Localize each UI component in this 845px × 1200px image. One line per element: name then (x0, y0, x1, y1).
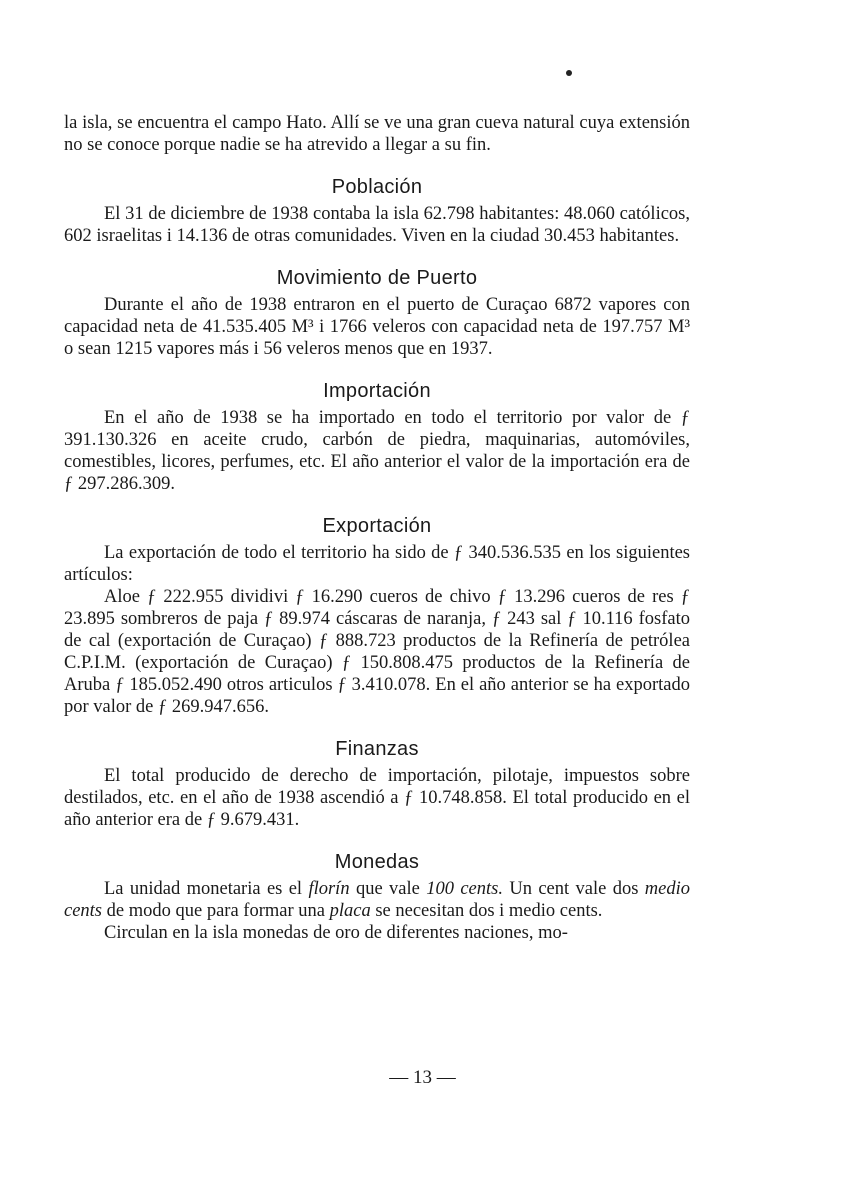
section-poblacion (64, 176, 690, 247)
section-heading: Población (331, 176, 423, 198)
section-paragraph: El 31 de diciembre de 1938 contaba la isla 62.798 habitantes: 48.060 católicos, 602 israelitas i 14.136 de otras comunidades. Viven en la ciudad 30.453 habitantes. (64, 204, 690, 246)
emphasis-placa: placa (329, 901, 371, 921)
text-run: que vale (349, 879, 427, 899)
section-monedas (64, 851, 690, 944)
page-number: — 13 — (389, 1067, 456, 1088)
section-heading: Importación (323, 380, 431, 402)
monedas-paragraph (64, 878, 690, 922)
text-run: se necesitan dos i medio cents. (370, 901, 603, 921)
section-heading: Monedas (334, 851, 420, 873)
text-run: de modo que para formar una (102, 901, 330, 921)
page-body (64, 112, 690, 944)
section-exportacion (64, 515, 690, 718)
section-finanzas (64, 738, 690, 831)
text-run: La unidad monetaria es el (104, 879, 309, 899)
section-paragraph: En el año de 1938 se ha importado en todo el territorio por valor de ƒ 391.130.326 en aceite crudo, carbón de piedra, maquinarias, automóviles, comestibles, licores, perfumes, etc. El año anterior el valor de la importación era de ƒ 297.286.309. (64, 408, 690, 494)
section-paragraph: Aloe ƒ 222.955 dividivi ƒ 16.290 cueros de chivo ƒ 13.296 cueros de res ƒ 23.895 sombreros de paja ƒ 89.974 cáscaras de naranja, ƒ 243 sal ƒ 10.116 fosfato de cal (exportación de Curaçao) ƒ 888.723 productos de la Refinería de petrólea C.P.I.M. (exportación de Curaçao) ƒ 150.808.475 productos de la Refinería de Aruba ƒ 185.052.490 otros articulos ƒ 3.410.078. En el año anterior se ha exportado por valor de ƒ 269.947.656. (64, 587, 690, 717)
ink-speck (566, 70, 572, 76)
monedas-paragraph-continued: Circulan en la isla monedas de oro de diferentes naciones, mo- (104, 923, 568, 943)
section-importacion (64, 380, 690, 495)
section-heading: Exportación (322, 515, 432, 537)
section-heading: Movimiento de Puerto (276, 267, 478, 289)
section-paragraph: El total producido de derecho de importación, pilotaje, impuestos sobre destilados, etc. en el año de 1938 ascendió a ƒ 10.748.858. El total producido en el año anterior era de ƒ 9.679.431. (64, 766, 690, 830)
text-run: Un cent vale dos (502, 879, 645, 899)
section-paragraph: Durante el año de 1938 entraron en el puerto de Curaçao 6872 vapores con capacidad neta de 41.535.405 M³ i 1766 veleros con capacidad neta de 197.757 M³ o sean 1215 vapores más i 56 veleros menos que en 1937. (64, 295, 690, 359)
section-heading: Finanzas (335, 738, 419, 760)
emphasis-florin: florín (308, 879, 350, 899)
section-movimiento-de-puerto (64, 267, 690, 360)
emphasis-cents: 100 cents. (426, 879, 503, 899)
emphasis-medio-cents: medio cents (64, 879, 690, 921)
section-paragraph: La exportación de todo el territorio ha sido de ƒ 340.536.535 en los siguientes artículos: (64, 543, 690, 585)
intro-paragraph: la isla, se encuentra el campo Hato. Allí se ve una gran cueva natural cuya extensión no se conoce porque nadie se ha atrevido a llegar a su fin. (64, 113, 690, 155)
